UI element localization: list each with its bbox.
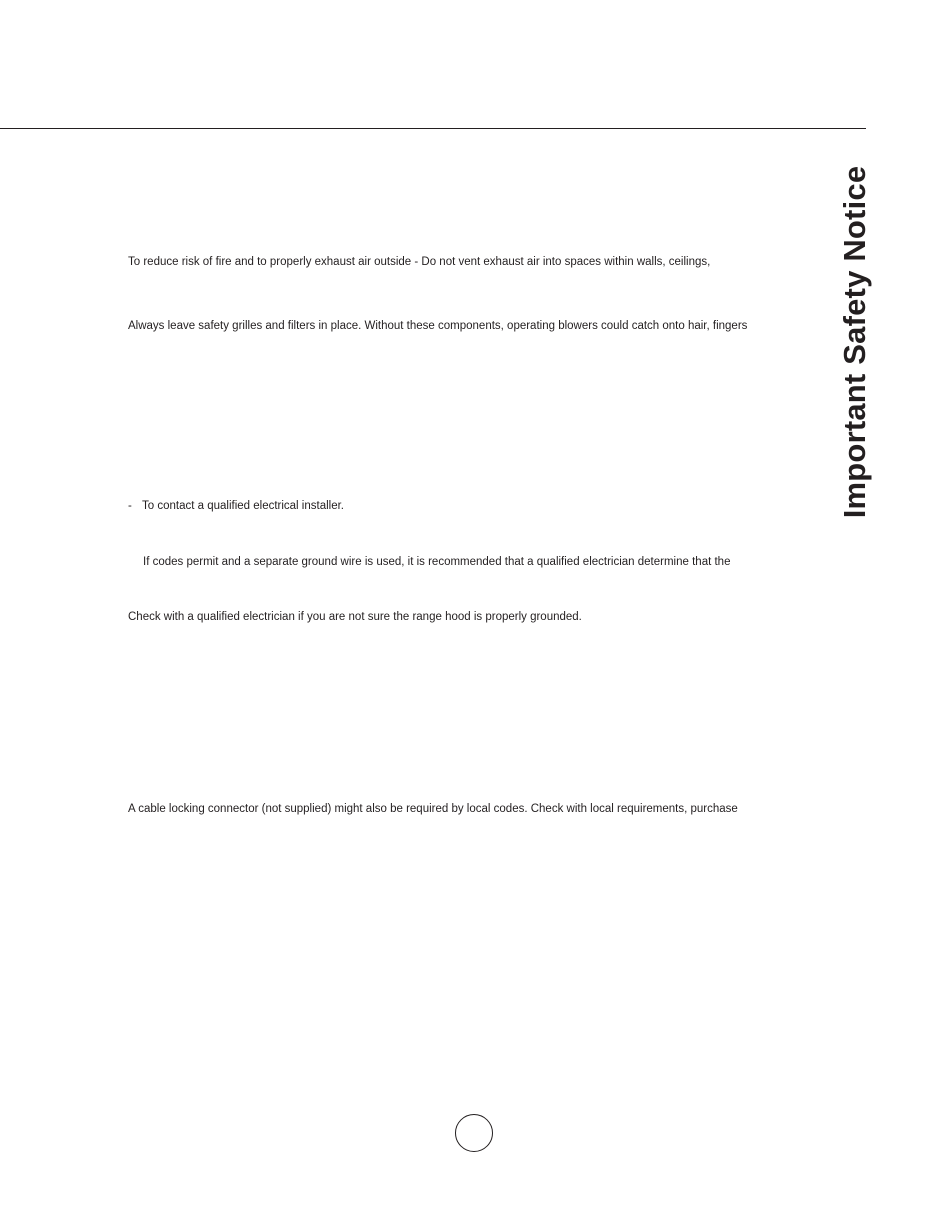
fire-risk-text: To reduce risk of fire and to properly exhaust air outside - Do not vent exhaust air into spaces within walls, ceilings, (128, 256, 711, 268)
contact-installer-item (128, 499, 344, 513)
safety-grilles-text: Always leave safety grilles and filters in place. Without these components, operating blowers could catch onto hair, fingers (128, 320, 748, 332)
cable-connector-text: A cable locking connector (not supplied) might also be required by local codes. Check with local requirements, purchase (128, 803, 738, 815)
section-side-title: Important Safety Notice (837, 165, 872, 519)
list-bullet: - (128, 500, 132, 512)
check-grounded-text: Check with a qualified electrician if you are not sure the range hood is properly grounded. (128, 611, 582, 623)
ground-wire-text: If codes permit and a separate ground wire is used, it is recommended that a qualified electrician determine that the (143, 556, 731, 568)
page-number-circle (455, 1114, 493, 1152)
contact-installer-text: To contact a qualified electrical installer. (142, 500, 344, 512)
header-rule (0, 128, 866, 129)
